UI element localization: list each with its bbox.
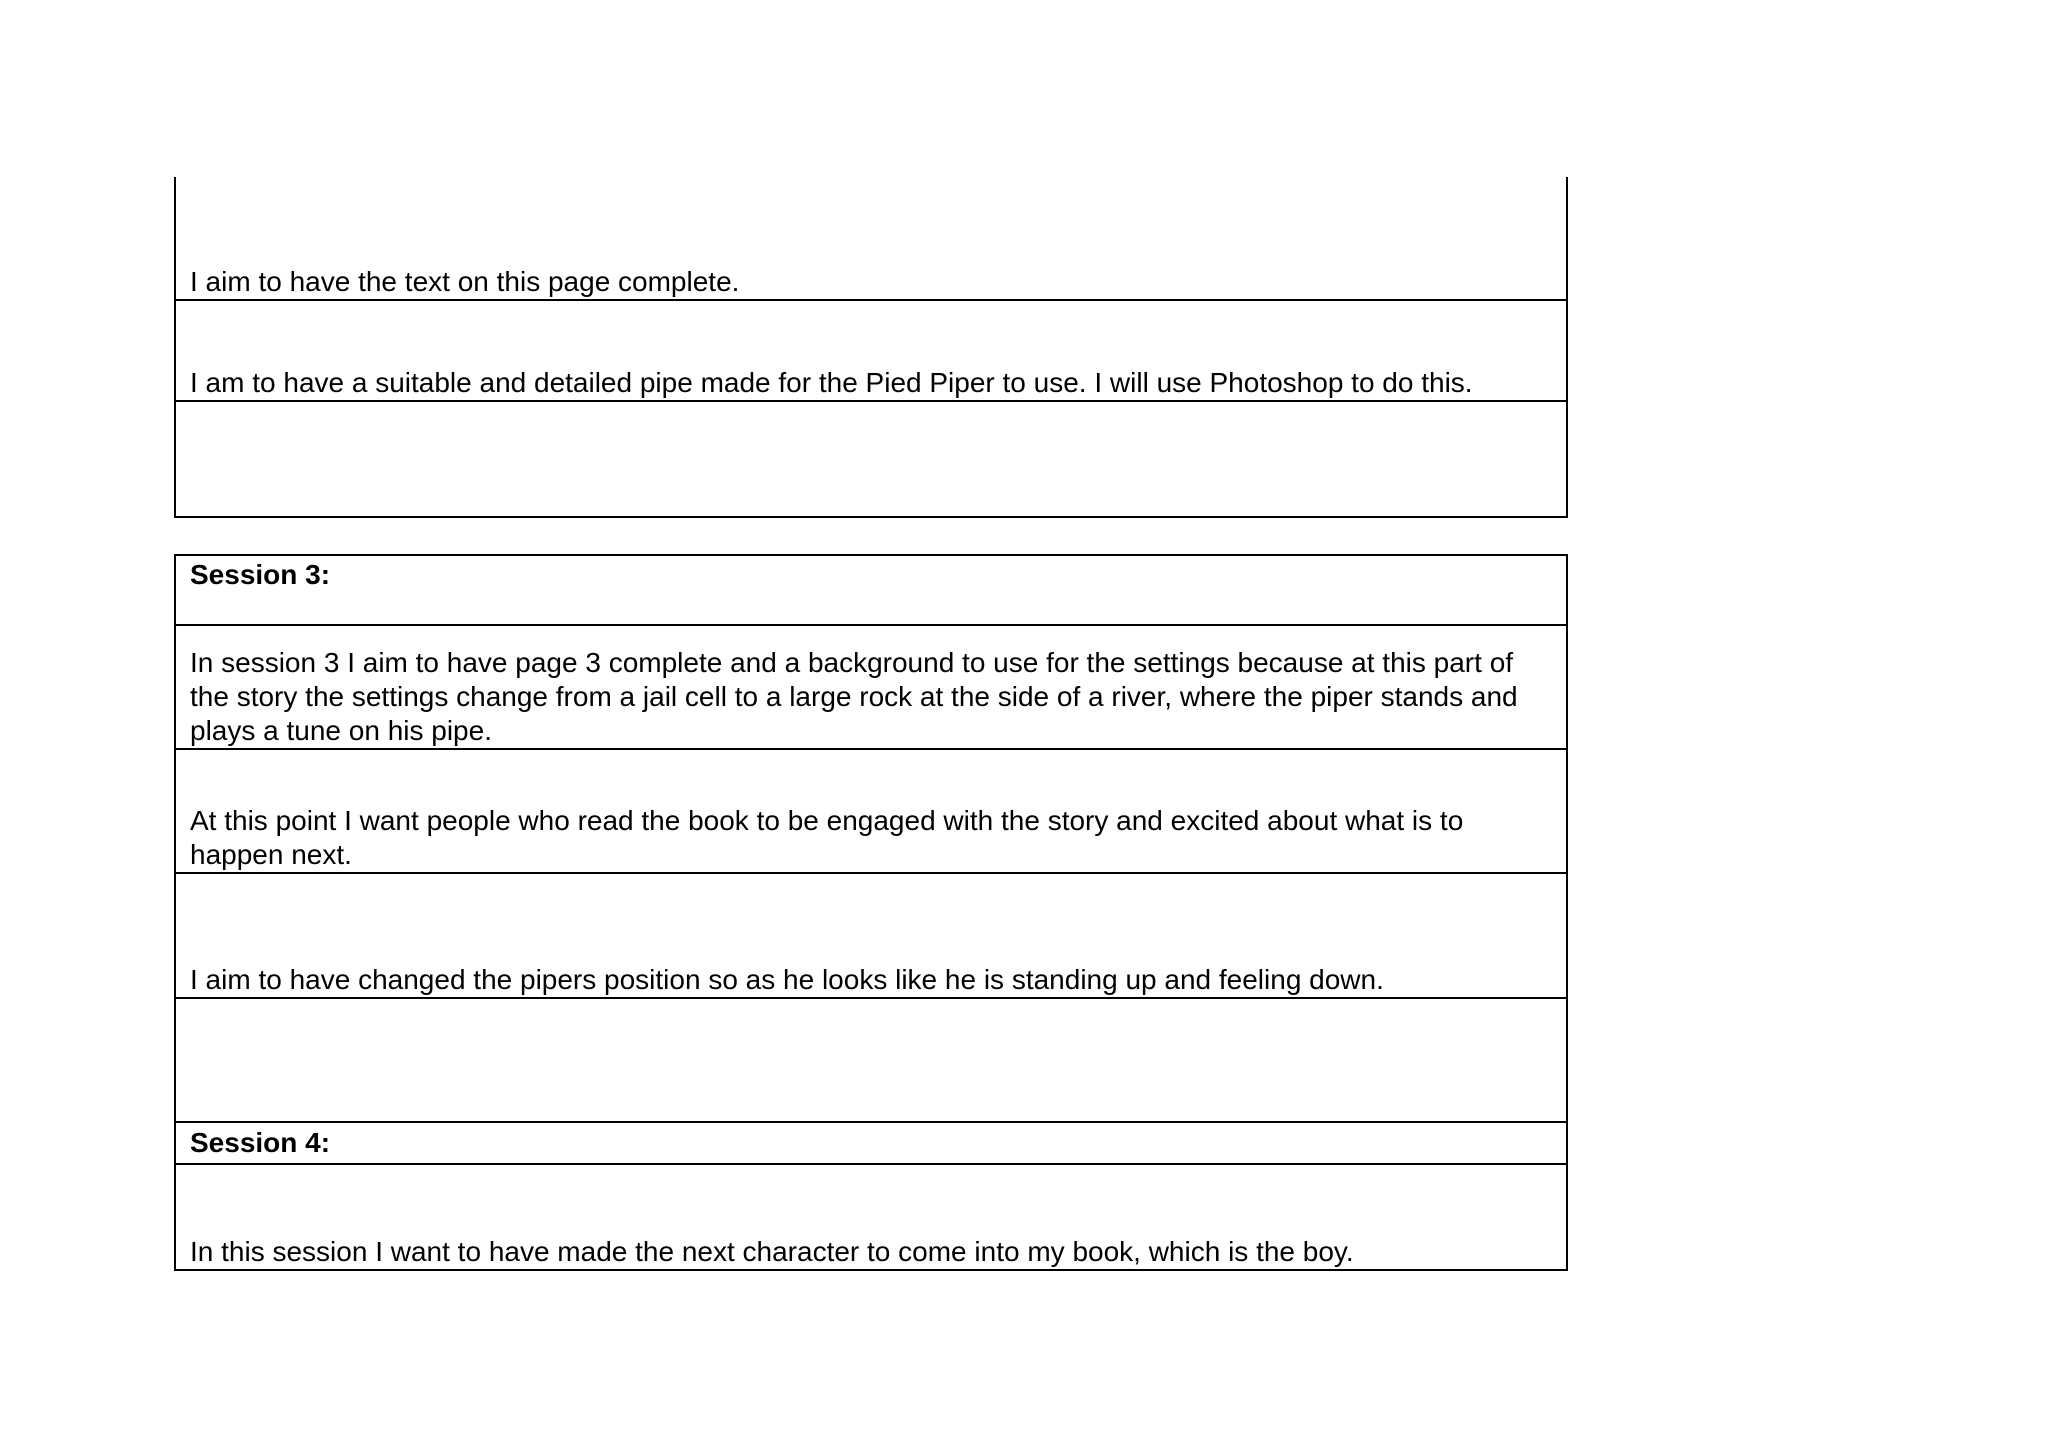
- table-row: [176, 1165, 1566, 1269]
- table-row: [176, 301, 1566, 402]
- row-text-pipe: I am to have a suitable and detailed pipe made for the Pied Piper to use. I will use Photoshop to do this.: [190, 367, 1473, 398]
- session-plan-table: [174, 554, 1568, 1271]
- session-4-heading: Session 4:: [190, 1127, 331, 1158]
- session-3-heading: Session 3:: [190, 559, 331, 590]
- row-text-text-complete: I aim to have the text on this page complete.: [190, 266, 740, 297]
- session-3-engagement-text: At this point I want people who read the book to be engaged with the story and excited about what is to happen next.: [190, 805, 1464, 870]
- table-row-empty: [176, 402, 1566, 516]
- table-row: [176, 626, 1566, 750]
- session-3-goal-text: In session 3 I aim to have page 3 complete and a background to use for the settings because at this part of the story the settings change from a jail cell to a large rock at the side of a river, where the piper stands and plays a tune on his pipe.: [190, 647, 1518, 746]
- table-row-empty: [176, 999, 1566, 1123]
- session-3-heading-row: [176, 556, 1566, 626]
- plan-table-continued: [174, 177, 1568, 518]
- session-4-goal-text: In this session I want to have made the next character to come into my book, which is the boy.: [190, 1236, 1354, 1267]
- table-row: [176, 177, 1566, 301]
- session-3-character-text: I aim to have changed the pipers position so as he looks like he is standing up and feeling down.: [190, 964, 1384, 995]
- table-row: [176, 750, 1566, 874]
- table-row: [176, 874, 1566, 999]
- session-4-heading-row: [176, 1123, 1566, 1165]
